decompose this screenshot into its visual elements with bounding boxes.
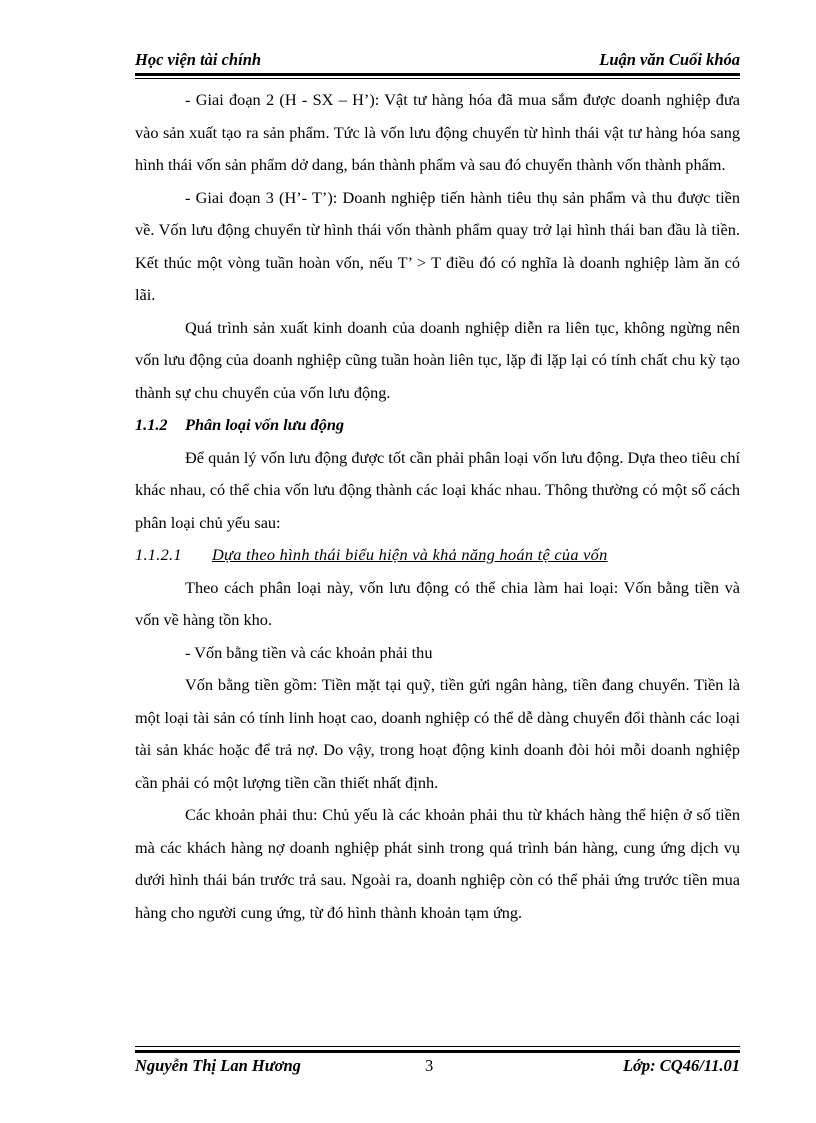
footer-rule-thin [135,1046,740,1047]
paragraph-two-types: Theo cách phân loại này, vốn lưu động có thể chia làm hai loại: Vốn bằng tiền và vốn về hàng tồn kho. [135,577,740,629]
header-rule-thick [135,73,740,76]
page-footer [135,1056,740,1078]
paragraph-stage-2: - Giai đoạn 2 (H - SX – H’): Vật tư hàng hóa đã mua sắm được doanh nghiệp đưa vào sản xuất tạo ra sản phẩm. Tức là vốn lưu động chuyển từ hình thái vật tư hàng hóa sang hình thái vốn sản phẩm dở dang, bán thành phẩm và sau đó chuyển thành vốn thành phẩm. [135,90,740,174]
subsection-title: Dựa theo hình thái biểu hiện và khả năng hoán tệ của vốn [212,545,608,564]
header-rule-thin [135,78,740,79]
section-number: 1.1.2 [135,415,168,434]
paragraph-cycle: Quá trình sản xuất kinh doanh của doanh nghiệp diễn ra liên tục, không ngừng nên vốn lưu động của doanh nghiệp cũng tuần hoàn liên tục, lặp đi lặp lại có tính chất chu kỳ tạo thành sự chu chuyển của vốn lưu động. [135,317,740,402]
footer-author: Nguyễn Thị Lan Hương [135,1056,301,1075]
footer-class: Lớp: CQ46/11.01 [622,1056,740,1075]
page-header [135,50,740,72]
header-institution: Học viện tài chính [135,50,262,69]
document-body [135,84,740,929]
footer-rule-thick [135,1050,740,1053]
paragraph-classification: Để quản lý vốn lưu động được tốt cần phải phân loại vốn lưu động. Dựa theo tiêu chí khác nhau, có thể chia vốn lưu động thành các loại khác nhau. Thông thường có một số cách phân loại chủ yếu sau: [135,447,740,532]
paragraph-stage-3: - Giai đoạn 3 (H’- T’): Doanh nghiệp tiến hành tiêu thụ sản phẩm và thu được tiền về. Vốn lưu động chuyển từ hình thái vốn thành phẩm quay trở lại hình thái ban đầu là tiền. Kết thúc một vòng tuần hoàn vốn, nếu T’ > T điều đó có nghĩa là doanh nghiệp làm ăn có lãi. [135,187,740,304]
paragraph-cash: Vốn bằng tiền gồm: Tiền mặt tại quỹ, tiền gửi ngân hàng, tiền đang chuyển. Tiền là một loại tài sản có tính linh hoạt cao, doanh nghiệp có thể dễ dàng chuyển đổi thành các loại tài sản khác hoặc để trả nợ. Do vậy, trong hoạt động kinh doanh đòi hỏi mỗi doanh nghiệp cần phải có một lượng tiền cần thiết nhất định. [135,675,740,792]
subsection-number: 1.1.2.1 [135,545,182,564]
section-title: Phân loại vốn lưu động [185,415,345,434]
header-document-type: Luận văn Cuối khóa [599,50,740,69]
paragraph-cash-heading: - Vốn bằng tiền và các khoản phải thu [185,642,433,662]
paragraph-receivables: Các khoản phải thu: Chủ yếu là các khoản phải thu từ khách hàng thể hiện ở số tiền mà các khách hàng nợ doanh nghiệp phát sinh trong quá trình bán hàng, cung ứng dịch vụ dưới hình thái bán trước trả sau. Ngoài ra, doanh nghiệp còn có thể phải ứng trước tiền mua hàng cho người cung ứng, từ đó hình thành khoản tạm ứng. [135,805,740,922]
section-heading-1-1-2-1 [135,539,740,572]
footer-page-number: 3 [425,1056,434,1075]
section-heading-1-1-2 [135,409,740,442]
